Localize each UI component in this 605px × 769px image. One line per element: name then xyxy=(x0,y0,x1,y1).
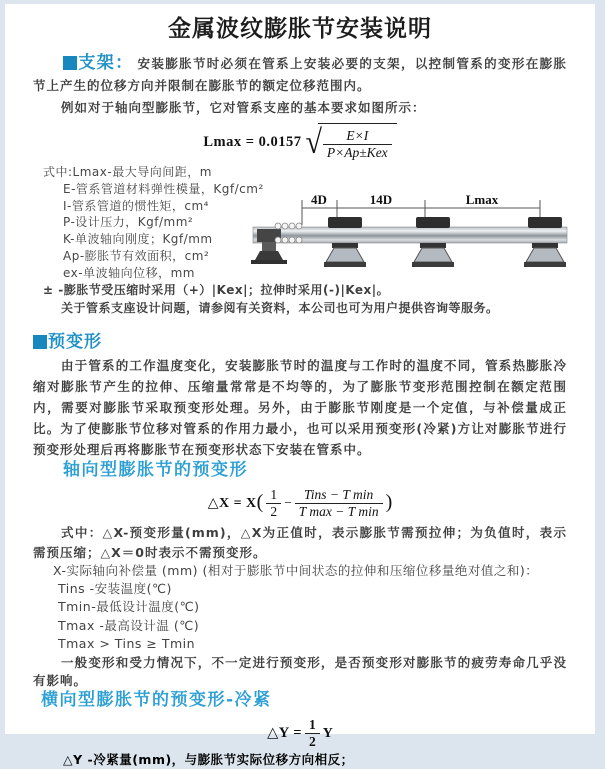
half-numerator: 1 xyxy=(266,487,281,504)
page-title: 金属波纹膨胀节安装说明 xyxy=(168,16,432,42)
variable-line: Ap-膨胀节有效面积，cm² xyxy=(63,248,210,263)
predeform-section-label: 预变形 xyxy=(48,332,102,352)
temp-fraction-denominator: T max − T min xyxy=(298,504,379,520)
section-square-icon xyxy=(63,56,77,70)
half-denominator: 2 xyxy=(270,504,278,520)
lmax-fraction xyxy=(323,128,392,161)
lateral-formula-lhs: △Y = xyxy=(267,724,303,741)
support-intro-text: 安装膨胀节时必须在管系上安装必要的支架，以控制管系的变形在膨胀节上产生的位移方向并限制在膨胀节的额定位移范围内。 xyxy=(33,56,567,93)
plus-minus-note: ± -膨胀节受压缩时采用（+）|Kex|；拉伸时采用(-)|Kex|。 xyxy=(43,283,390,297)
dim-label-4d: 4D xyxy=(311,192,327,207)
temp-line: Tins -安装温度(℃) xyxy=(58,580,172,596)
axial-formula xyxy=(33,483,567,521)
lateral-subheading: 横向型膨胀节的预变形-冷紧 xyxy=(41,689,272,710)
consult-note: 关于管系支座设计问题，请参阅有关资料，本公司也可为用户提供咨询等服务。 xyxy=(61,301,499,315)
variable-line: P-设计压力，Kgf/mm² xyxy=(63,215,194,230)
lateral-formula-rhs: Y xyxy=(322,725,333,741)
temp-line: Tmax -最高设计温 (℃) xyxy=(58,617,200,633)
lmax-fraction-denominator: P×Ap±Kex xyxy=(326,145,388,161)
temp-line: Tmax > Tins ≥ Tmin xyxy=(58,636,196,651)
lateral-one-half-fraction xyxy=(305,717,320,750)
axial-explain-paragraph: 式中：△X-预变形量(mm)，△X为正值时，表示膨胀节需预拉伸；为负值时，表示需预压缩；△X＝0时表示不需预变形。 xyxy=(33,525,567,560)
x-definition-line: X-实际轴向补偿量 (mm) (相对于膨胀节中间状态的拉伸和压缩位移量绝对值之和)： xyxy=(53,563,539,578)
lateral-formula xyxy=(33,717,567,747)
support-example-line: 例如对于轴向型膨胀节，它对管系支座的基本要求如图所示： xyxy=(61,100,426,115)
variable-line: ex-单波轴向位移，mm xyxy=(63,265,195,280)
temp-line: Tmin-最低设计温度(℃) xyxy=(58,599,200,614)
dim-label-14d: 14D xyxy=(369,192,393,207)
predeform-section-heading xyxy=(33,331,567,353)
one-half-fraction xyxy=(266,487,281,520)
lateral-denominator: 2 xyxy=(309,733,316,749)
lmax-formula-lhs: Lmax = 0.0157 xyxy=(203,134,302,151)
temperature-fraction xyxy=(295,487,383,520)
axial-formula-lhs: △X = X xyxy=(207,496,257,511)
pipe-support-diagram xyxy=(245,190,605,290)
variable-line: K-单波轴向刚度；Kgf/mm xyxy=(63,232,213,247)
variable-line: I-管系管道的惯性矩，cm⁴ xyxy=(63,198,209,213)
variables-and-diagram xyxy=(33,164,567,282)
delta-y-note: △Y -冷紧量(mm)，与膨胀节实际位移方向相反； xyxy=(63,751,354,767)
lmax-formula: Lmax = 0.0157 √ $\frac{E\times I}{\text{P×Ap±Kex}}$ xyxy=(33,123,567,161)
lateral-numerator: 1 xyxy=(305,717,320,734)
section-square-icon xyxy=(33,335,47,349)
axial-subheading: 轴向型膨胀节的预变形 xyxy=(63,460,248,480)
axial-note-line: 一般变形和受力情况下，不一定进行预变形，是否预变形对膨胀节的疲劳寿命几乎没有影响。 xyxy=(33,654,567,688)
support-intro-paragraph xyxy=(33,52,567,97)
sqrt-body xyxy=(318,123,397,163)
variable-line: E-管系管道材料弹性模量，Kgf/cm² xyxy=(63,181,264,196)
where-line: 式中:Lmax-最大导向间距，m xyxy=(43,165,212,179)
close-paren: ) xyxy=(385,491,393,513)
lmax-fraction-numerator: E×I xyxy=(323,128,392,145)
predeform-paragraph: 由于管系的工作温度变化，安装膨胀节时的温度与工作时的温度不同，管系热膨胀冷缩对膨胀节产生的拉伸、压缩量常常是不均等的，为了膨胀节变形范围控制在额定范围内，需要对膨胀节采取预变形处理。另外，由于膨胀节刚度是一个定值，与补偿量成正比。为了使膨胀节位移对管系的作用力最小，也可以采用预变形(冷紧)方让对膨胀节进行预变形处理后再将膨胀节在预变形状态下安装在管系中。 xyxy=(33,358,567,457)
dim-label-lmax: Lmax xyxy=(465,192,499,207)
temp-fraction-numerator: Tins − T min xyxy=(295,487,383,504)
support-section-label: 支架： xyxy=(78,53,134,73)
minus-sign: − xyxy=(284,495,292,510)
document-page xyxy=(5,4,595,767)
open-paren: ( xyxy=(256,491,264,513)
